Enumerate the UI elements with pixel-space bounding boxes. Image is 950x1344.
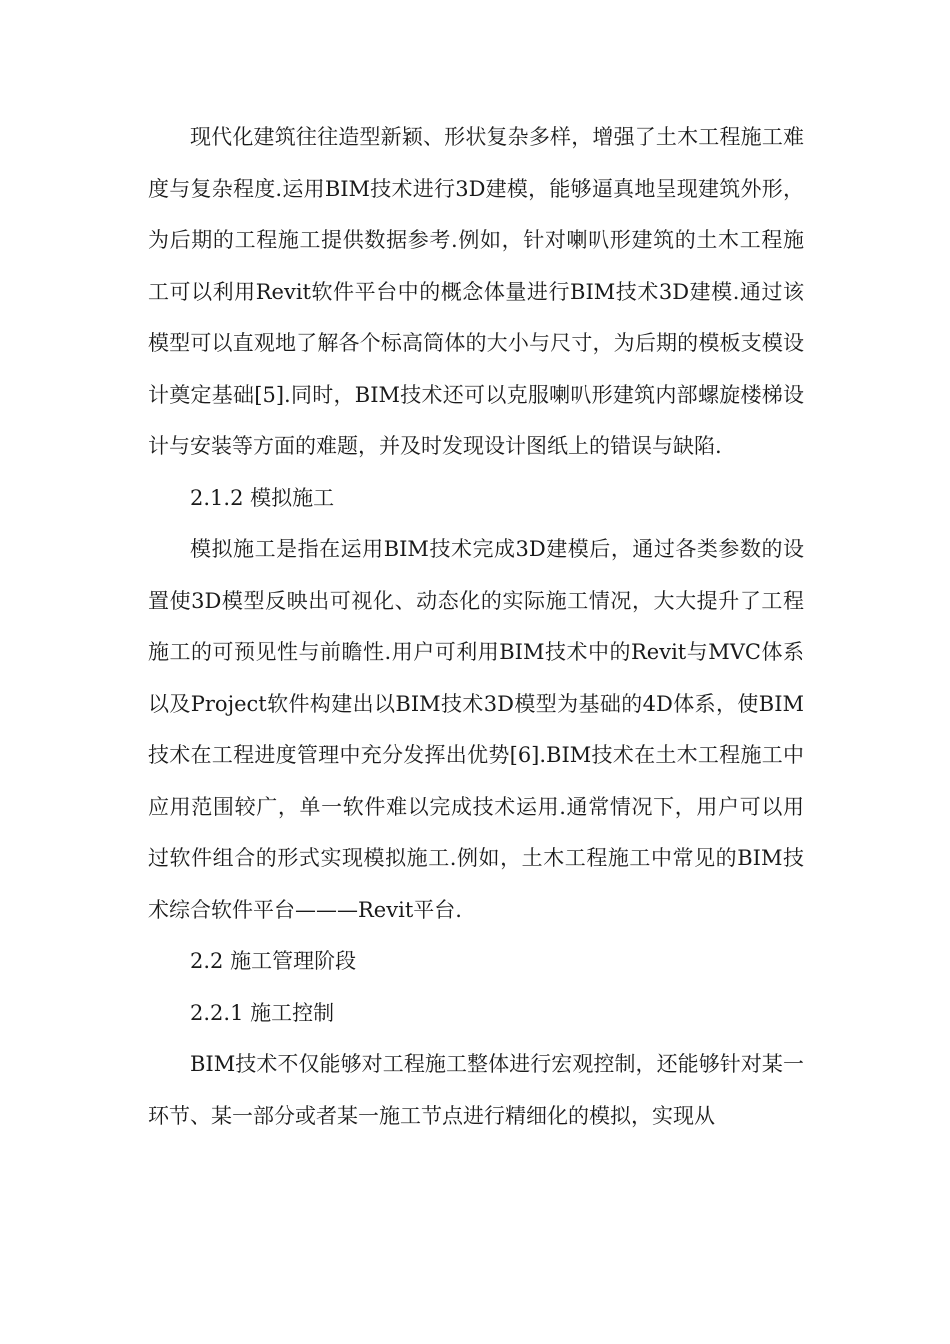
document-body bbox=[148, 112, 804, 1142]
section-heading-simulated-construction: 2.1.2 模拟施工 bbox=[190, 485, 335, 510]
section-heading-construction-management: 2.2 施工管理阶段 bbox=[190, 949, 357, 973]
paragraph-3d-modeling: 现代化建筑往往造型新颖、形状复杂多样，增强了土木工程施工难度与复杂程度.运用BIM技术进行3D建模，能够逼真地呈现建筑外形，为后期的工程施工提供数据参考.例如，针对喇叭形建筑的土木工程施工可以利用Revit软件平台中的概念体量进行BIM技术3D建模.通过该模型可以直观地了解各个标高筒体的大小与尺寸，为后期的模板支模设计奠定基础[5].同时，BIM技术还可以克服喇叭形建筑内部螺旋楼梯设计与安装等方面的难题，并及时发现设计图纸上的错误与缺陷. bbox=[148, 125, 804, 458]
section-heading-construction-control: 2.2.1 施工控制 bbox=[190, 1000, 335, 1025]
paragraph-construction-control: BIM技术不仅能够对工程施工整体进行宏观控制，还能够针对某一环节、某一部分或者某一施工节点进行精细化的模拟，实现从 bbox=[148, 1052, 804, 1128]
paragraph-simulated-construction: 模拟施工是指在运用BIM技术完成3D建模后，通过各类参数的设置使3D模型反映出可视化、动态化的实际施工情况，大大提升了工程施工的可预见性与前瞻性.用户可利用BIM技术中的Revit与MVC体系以及Project软件构建出以BIM技术3D模型为基础的4D体系，使BIM技术在工程进度管理中充分发挥出优势[6].BIM技术在土木工程施工中应用范围较广，单一软件难以完成技术运用.通常情况下，用户可以用过软件组合的形式实现模拟施工.例如，土木工程施工中常见的BIM技术综合软件平台———Revit平台. bbox=[148, 537, 804, 922]
